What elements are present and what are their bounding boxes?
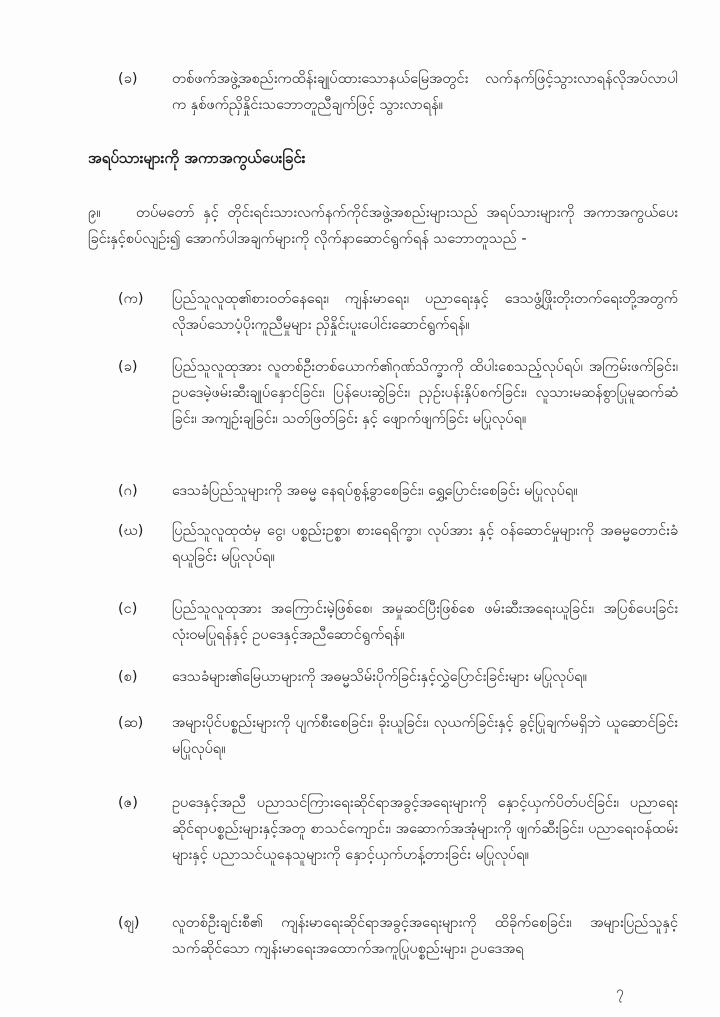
clause-text: လူတစ်ဦးချင်းစီ၏ ကျန်းမာရေးဆိုင်ရာအခွင့်အရေးများကို ထိခိုက်စေခြင်း၊ အများပြည်သူနှင့်သက်ဆိုင်သော ကျန်းမာရေးအထောက်အကူပြုပစ္စည်းများ၊ ဥပဒေအရ (172, 915, 678, 957)
clause-marker: (ဆ) (118, 715, 144, 731)
clause-text: ဥပဒေနှင့်အညီ ပညာသင်ကြားရေးဆိုင်ရာအခွင့်အရေးများကို နှောင့်ယှက်ပိတ်ပင်ခြင်း၊ ပညာရေးဆိုင်ရာပစ္စည်းများနှင့်အတူ စာသင်ကျောင်း၊ အဆောက်အအုံများကို ဖျက်ဆီးခြင်း၊ ပညာရေးဝန်ထမ်းများနှင့် ပညာသင်ယူနေသူများကို နှောင့်ယှက်ဟန့်တားခြင်း မပြုလုပ်ရ။ (172, 795, 678, 863)
clause-item-hsa (118, 710, 678, 762)
clause-marker: (ခ) (118, 359, 138, 375)
clause-item-za (118, 790, 678, 868)
section-paragraph (88, 200, 678, 252)
clause-text: ပြည်သူလူထု၏စားဝတ်နေရေး၊ ကျန်းမာရေး၊ ပညာရေးနှင့် ဒေသဖွံ့ဖြိုးတိုးတက်ရေးတို့အတွက် လိုအပ်သောပံ့ပိုးကူညီမှုများ ညှိနှိုင်းပူးပေါင်းဆောင်ရွက်ရန်။ (172, 291, 678, 333)
clause-item-ga (118, 478, 678, 504)
clause-text: ပြည်သူလူထုထံမှ ငွေ၊ ပစ္စည်းဥစ္စာ၊ စားရေရိက္ခာ၊ လုပ်အား နှင့် ဝန်ဆောင်မှုများကို အဓမ္မတောင်းခံရယူခြင်း မပြုလုပ်ရ။ (172, 523, 678, 565)
section-text: တပ်မတော် နှင့် တိုင်းရင်းသားလက်နက်ကိုင်အဖွဲ့အစည်းများသည် အရပ်သားများကို အကာအကွယ်ပေးခြင်းနှင့်စပ်လျဉ်း၍ အောက်ပါအချက်များကို လိုက်နာဆောင်ရွက်ရန် သဘောတူသည် - (88, 205, 678, 247)
clause-marker: (က) (118, 291, 144, 307)
clause-item-sa (118, 664, 678, 690)
clause-text: အများပိုင်ပစ္စည်းများကို ပျက်စီးစေခြင်း၊ ခိုးယူခြင်း၊ လုယက်ခြင်းနှင့် ခွင့်ပြုချက်မရှိဘဲ ယူဆောင်ခြင်း မပြုလုပ်ရ။ (172, 715, 678, 757)
clause-item-nga (118, 596, 678, 648)
clause-text: ဒေသခံပြည်သူများကို အဓမ္မ နေရပ်စွန့်ခွာစေခြင်း၊ ရွှေ့ပြောင်းစေခြင်း မပြုလုပ်ရ။ (172, 483, 578, 499)
clause-marker: (ဈ) (118, 915, 140, 931)
clause-text: ပြည်သူလူထုအား လူတစ်ဦးတစ်ယောက်၏ဂုဏ်သိက္ခာကို ထိပါးစေသည့်လုပ်ရပ်၊ အကြမ်းဖက်ခြင်း၊ ဥပဒေမဲ့ဖမ်းဆီးချုပ်နှောင်ခြင်း၊ ပြန်ပေးဆွဲခြင်း၊ ညှဉ်းပန်းနှိပ်စက်ခြင်း၊ လူသားမဆန်စွာပြုမူဆက်ဆံခြင်း၊ အကျဉ်းချခြင်း၊ သတ်ဖြတ်ခြင်း နှင့် ဖျောက်ဖျက်ခြင်း မပြုလုပ်ရ။ (172, 359, 678, 427)
clause-item-gha (118, 518, 678, 570)
clause-item-top (118, 66, 678, 118)
clause-marker: (ဂ) (118, 483, 138, 499)
clause-marker: (ဇ) (118, 795, 138, 811)
clause-item-kha (118, 354, 678, 432)
clause-item-ka (118, 286, 678, 338)
clause-text: ဒေသခံများ၏မြေယာများကို အဓမ္မသိမ်းပိုက်ခြင်းနှင့်လွှဲပြောင်းခြင်းများ မပြုလုပ်ရ။ (172, 669, 588, 685)
clause-text: တစ်ဖက်အဖွဲ့အစည်းကထိန်းချုပ်ထားသောနယ်မြေအတွင်း လက်နက်ဖြင့်သွားလာရန်လိုအပ်လာပါက နှစ်ဖက်ညှိနှိုင်းသဘောတူညီချက်ဖြင့် သွားလာရန်။ (172, 71, 678, 113)
clause-marker: (စ) (118, 669, 138, 685)
clause-marker: (ခ) (118, 71, 138, 87)
section-number: ၉။ (88, 205, 101, 221)
clause-item-zha (118, 910, 678, 962)
clause-marker: (င) (118, 601, 138, 617)
section-heading: အရပ်သားများကို အကာအကွယ်ပေးခြင်း (88, 149, 306, 167)
clause-text: ပြည်သူလူထုအား အကြောင်းမဲ့ဖြစ်စေ၊ အမှုဆင်ပြီးဖြစ်စေ ဖမ်းဆီးအရေးယူခြင်း၊ အပြစ်ပေးခြင်း လုံးဝမပြုရန်နှင့် ဥပဒေနှင့်အညီဆောင်ရွက်ရန်။ (172, 601, 678, 643)
clause-marker: (ဃ) (118, 523, 144, 539)
page-number: ၇ (616, 984, 624, 1000)
